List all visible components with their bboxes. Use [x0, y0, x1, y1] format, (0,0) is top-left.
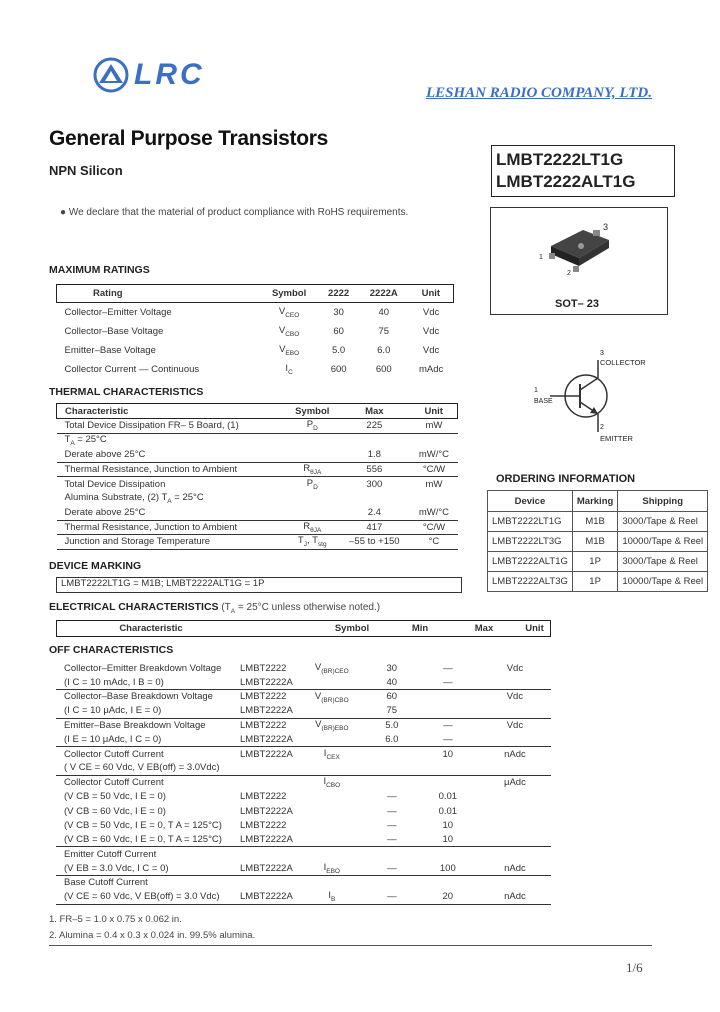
characteristic-cell: ( V CE = 60 Vdc, V EB(off) = 3.0Vdc): [64, 762, 220, 774]
max-cell: [338, 433, 410, 448]
symbol-cell: [286, 506, 338, 521]
characteristic-cell: (V EB = 3.0 Vdc, I C = 0): [64, 862, 169, 874]
col-max: Max: [365, 405, 384, 417]
unit-cell: Vdc: [506, 691, 524, 703]
ordering-heading: ORDERING INFORMATION: [496, 473, 636, 485]
max-cell: 2.4: [367, 507, 381, 518]
max-cell: 0.01: [438, 791, 458, 803]
max-cell: 556: [366, 463, 383, 475]
table-row: [56, 675, 551, 689]
part-number-1: LMBT2222LT1G: [496, 150, 624, 169]
max-ratings-heading: MAXIMUM RATINGS: [49, 264, 150, 276]
device-cell: LMBT2222: [240, 662, 287, 674]
characteristic-cell: (V CB = 60 Vdc, I E = 0, T A = 125°C): [64, 833, 222, 845]
characteristic-cell: Base Cutoff Current: [64, 877, 148, 889]
unit-cell: [479, 675, 551, 689]
base-label: BASE: [534, 398, 553, 405]
symbol-cell: $V_{(BR)EBO}$: [315, 719, 349, 733]
table-row: [57, 462, 458, 477]
min-cell: [367, 847, 417, 861]
unit-cell: [479, 761, 551, 775]
table-row: [57, 535, 458, 550]
table-row: [56, 890, 551, 904]
characteristic-cell: Alumina Substrate, (2) $T_A = 25^\circ C$: [64, 491, 204, 505]
rating-cell: Collector Current — Continuous: [64, 363, 200, 375]
device-cell: LMBT2222: [240, 791, 287, 803]
unit-cell: [479, 804, 551, 818]
unit-cell: Vdc: [422, 306, 440, 318]
max-cell: 100: [439, 862, 456, 874]
footnote-1: 1. FR–5 = 1.0 x 0.75 x 0.062 in.: [49, 914, 182, 925]
device-cell: LMBT2222: [240, 819, 287, 831]
symbol-cell: $T_J$, $T_{stg}$: [297, 535, 327, 549]
table-row: [56, 661, 551, 675]
table-row: [56, 818, 551, 832]
max-cell: [417, 775, 479, 789]
col-marking: Marking: [572, 491, 617, 512]
col-symbol: Symbol: [295, 405, 330, 417]
pin-2-label: 2: [567, 270, 571, 277]
table-row: [56, 861, 551, 875]
symbol-cell: $V_{EBO}$: [279, 343, 300, 357]
min-cell: 75: [386, 705, 398, 717]
col-max: Max: [474, 623, 494, 634]
table-row: [57, 506, 458, 521]
max-cell: 10: [442, 748, 454, 760]
page-number: 1/6: [626, 960, 643, 975]
ordering-table: [487, 490, 708, 592]
unit-cell: Vdc: [422, 344, 440, 356]
unit-cell: [410, 433, 457, 448]
value-2222-cell: 60: [333, 325, 344, 337]
unit-cell: Vdc: [422, 325, 440, 337]
device-cell: LMBT2222LT1G: [488, 512, 573, 532]
min-cell: 40: [386, 676, 398, 688]
symbol-cell: [297, 875, 367, 889]
table-row: [56, 833, 551, 847]
device-cell: LMBT2222A: [240, 862, 293, 874]
table-row: [488, 572, 708, 592]
table-row: [57, 360, 454, 379]
max-cell: 10: [442, 819, 454, 831]
rating-cell: Emitter–Base Voltage: [64, 344, 156, 356]
rating-cell: Collector–Base Voltage: [64, 325, 164, 337]
table-row: [56, 875, 551, 889]
min-cell: —: [387, 791, 397, 803]
shipping-cell: 10000/Tape & Reel: [618, 532, 708, 552]
characteristic-cell: Collector–Base Breakdown Voltage: [64, 691, 213, 703]
characteristic-cell: (I E = 10 μAdc, I C = 0): [64, 733, 162, 745]
table-row: [57, 322, 454, 341]
transistor-schematic: [530, 350, 660, 445]
table-row: [56, 718, 551, 732]
unit-cell: [479, 818, 551, 832]
symbol-cell: [286, 433, 338, 448]
symbol-cell: [297, 732, 367, 746]
marking-cell: M1B: [572, 532, 617, 552]
device-cell: LMBT2222: [240, 691, 287, 703]
unit-cell: °C/W: [422, 463, 446, 475]
emitter-label: EMITTER: [600, 434, 633, 443]
max-cell: 225: [366, 420, 383, 432]
device-cell: [236, 847, 297, 861]
col-device: Device: [488, 491, 573, 512]
characteristic-cell: (V CB = 50 Vdc, I E = 0): [64, 791, 166, 803]
max-cell: 300: [366, 478, 383, 490]
characteristic-cell: Total Device Dissipation FR– 5 Board, (1): [64, 420, 239, 432]
rohs-note: ● We declare that the material of product compliance with RoHS requirements.: [60, 207, 409, 218]
collector-pin-number: 3: [600, 350, 604, 357]
table-row: [56, 847, 551, 861]
characteristic-cell: Derate above 25°C: [64, 449, 146, 460]
max-cell: [417, 875, 479, 889]
electrical-header: [57, 621, 551, 637]
thermal-table: [56, 403, 458, 550]
device-cell: LMBT2222A: [240, 891, 293, 903]
footnote-2: 2. Alumina = 0.4 x 0.3 x 0.024 in. 99.5% alumina.: [49, 930, 256, 941]
symbol-cell: $R_{\theta JA}$: [303, 520, 322, 534]
table-row: [56, 804, 551, 818]
table-row: [57, 520, 458, 535]
symbol-cell: [297, 704, 367, 718]
marking-cell: M1B: [572, 512, 617, 532]
col-rating: Rating: [93, 288, 123, 299]
device-cell: LMBT2222A: [240, 805, 293, 817]
col-unit: Unit: [424, 405, 443, 417]
characteristic-cell: (I C = 10 mAdc, I B = 0): [64, 676, 164, 688]
device-cell: LMBT2222ALT3G: [488, 572, 573, 592]
col-unit: Unit: [421, 288, 441, 299]
unit-cell: [479, 833, 551, 847]
max-cell: –55 to +150: [349, 536, 400, 548]
col-unit: Unit: [525, 623, 544, 634]
shipping-cell: 3000/Tape & Reel: [618, 552, 708, 572]
max-cell: —: [443, 720, 453, 732]
base-pin-number: 1: [534, 387, 538, 394]
table-row: [56, 690, 551, 704]
device-cell: [236, 875, 297, 889]
table-row: [56, 761, 551, 775]
unit-cell: nAdc: [504, 891, 526, 903]
symbol-cell: [286, 448, 338, 463]
col-2222a: 2222A: [369, 288, 398, 299]
min-cell: [367, 775, 417, 789]
value-2222a-cell: 40: [378, 306, 390, 318]
shipping-cell: 3000/Tape & Reel: [618, 512, 708, 532]
table-row: [57, 303, 454, 322]
logo-text: LRC: [134, 58, 205, 91]
symbol-cell: $V_{CEO}$: [278, 305, 300, 319]
value-2222-cell: 30: [333, 306, 344, 318]
table-row: [488, 512, 708, 532]
value-2222-cell: 5.0: [332, 344, 346, 356]
symbol-cell: $V_{(BR)CBO}$: [314, 690, 349, 704]
device-cell: LMBT2222A: [240, 705, 293, 717]
col-characteristic: Characteristic: [65, 405, 129, 417]
characteristic-cell: (V CE = 60 Vdc, V EB(off) = 3.0 Vdc): [64, 891, 220, 903]
col-symbol: Symbol: [334, 623, 370, 634]
col-symbol: Symbol: [271, 288, 307, 299]
symbol-cell: $R_{\theta JA}$: [303, 462, 322, 476]
unit-cell: mW/°C: [418, 449, 450, 460]
symbol-cell: $I_{CEX}$: [323, 747, 340, 761]
symbol-cell: $I_C$: [285, 362, 293, 376]
max-cell: 417: [366, 521, 383, 533]
device-marking-box: [56, 577, 462, 593]
min-cell: 6.0: [385, 733, 399, 745]
col-characteristic: Characteristic: [119, 623, 183, 634]
table-row: [56, 747, 551, 761]
symbol-cell: [297, 833, 367, 847]
device-cell: [236, 775, 297, 789]
table-row: [56, 790, 551, 804]
table-row: [57, 448, 458, 463]
symbol-cell: $I_{CBO}$: [323, 776, 341, 790]
device-cell: LMBT2222ALT1G: [488, 552, 573, 572]
emitter-pin-number: 2: [600, 424, 604, 431]
max-ratings-header: [57, 285, 454, 303]
min-cell: [367, 875, 417, 889]
table-row: [488, 552, 708, 572]
max-cell: —: [443, 733, 453, 745]
device-cell: LMBT2222: [240, 720, 287, 732]
value-2222a-cell: 75: [378, 325, 390, 337]
characteristic-cell: Collector–Emitter Breakdown Voltage: [64, 662, 222, 674]
max-cell: [417, 847, 479, 861]
symbol-cell: [297, 847, 367, 861]
table-row: [57, 341, 454, 360]
unit-cell: °C: [428, 536, 440, 548]
unit-cell: mAdc: [418, 363, 444, 375]
characteristic-cell: Collector Cutoff Current: [64, 748, 164, 760]
pin-3-label: 3: [603, 222, 609, 232]
footer-divider: [49, 945, 652, 946]
min-cell: 30: [386, 662, 398, 674]
device-cell: LMBT2222LT3G: [488, 532, 573, 552]
table-row: [56, 704, 551, 718]
ordering-header: [488, 491, 708, 512]
min-cell: —: [387, 805, 397, 817]
unit-cell: [479, 875, 551, 889]
symbol-cell: [297, 790, 367, 804]
symbol-cell: [297, 675, 367, 689]
device-cell: LMBT2222A: [240, 833, 293, 845]
package-box: [490, 207, 668, 315]
unit-cell: [479, 704, 551, 718]
table-row: [57, 477, 458, 492]
thermal-heading: THERMAL CHARACTERISTICS: [49, 386, 204, 398]
electrical-note: ($T_A = 25^\circ C$ unless otherwise noted.): [221, 602, 381, 615]
marking-cell: 1P: [572, 552, 617, 572]
sot23-package-icon: [521, 216, 631, 278]
thermal-header: [57, 404, 458, 419]
max-cell: [417, 690, 479, 704]
device-cell: LMBT2222A: [240, 733, 293, 745]
min-cell: [367, 761, 417, 775]
table-row: [57, 433, 458, 448]
max-cell: 0.01: [438, 805, 458, 817]
value-2222a-cell: 6.0: [377, 344, 391, 356]
characteristic-cell: $T_A = 25^\circ C$: [64, 434, 107, 447]
unit-cell: [479, 790, 551, 804]
device-cell: LMBT2222A: [240, 676, 293, 688]
characteristic-cell: Junction and Storage Temperature: [64, 536, 211, 548]
max-cell: [417, 761, 479, 775]
max-cell: —: [443, 662, 453, 674]
table-row: [57, 491, 458, 506]
symbol-cell: [297, 818, 367, 832]
device-marking-text: LMBT2222LT1G = M1B; LMBT2222ALT1G = 1P: [61, 578, 265, 589]
unit-cell: [479, 847, 551, 861]
page-title: General Purpose Transistors: [49, 127, 329, 150]
unit-cell: mW: [425, 478, 443, 490]
marking-cell: 1P: [572, 572, 617, 592]
characteristic-cell: (V CB = 60 Vdc, I E = 0): [64, 805, 166, 817]
unit-cell: °C/W: [422, 521, 446, 533]
unit-cell: mW: [425, 420, 443, 432]
collector-label: COLLECTOR: [600, 358, 646, 367]
unit-cell: Vdc: [506, 662, 524, 674]
min-cell: —: [387, 833, 397, 845]
symbol-cell: $V_{CBO}$: [278, 324, 300, 338]
symbol-cell: [297, 804, 367, 818]
table-row: [56, 732, 551, 746]
unit-cell: μAdc: [503, 777, 526, 789]
unit-cell: nAdc: [504, 862, 526, 874]
max-cell: 1.8: [367, 449, 381, 460]
unit-cell: nAdc: [504, 748, 526, 760]
table-row: [488, 532, 708, 552]
symbol-cell: $I_B$: [328, 890, 336, 904]
electrical-table: [56, 620, 551, 637]
max-cell: [338, 491, 410, 506]
max-cell: 20: [442, 891, 454, 903]
electrical-heading: ELECTRICAL CHARACTERISTICS ($T_A = 25^\circ C$ unless otherwise noted.): [49, 601, 381, 615]
unit-cell: Vdc: [506, 720, 524, 732]
shipping-cell: 10000/Tape & Reel: [618, 572, 708, 592]
bullet-icon: ●: [60, 207, 67, 218]
col-shipping: Shipping: [618, 491, 708, 512]
unit-cell: [410, 491, 457, 506]
characteristic-cell: Derate above 25°C: [64, 507, 146, 518]
rating-cell: Collector–Emitter Voltage: [64, 306, 172, 318]
device-cell: LMBT2222A: [240, 748, 293, 760]
characteristic-cell: (V CB = 50 Vdc, I E = 0, T A = 125°C): [64, 819, 222, 831]
part-number-box: [491, 145, 675, 197]
table-row: [56, 775, 551, 789]
characteristic-cell: Thermal Resistance, Junction to Ambient: [64, 521, 238, 533]
min-cell: —: [387, 819, 397, 831]
lrc-logo-icon: [92, 56, 130, 94]
table-row: [57, 419, 458, 434]
characteristic-cell: Emitter Cutoff Current: [64, 848, 157, 860]
symbol-cell: $V_{(BR)CEO}$: [314, 661, 349, 675]
device-cell: [236, 761, 297, 775]
max-cell: [417, 704, 479, 718]
min-cell: —: [387, 891, 397, 903]
min-cell: [367, 747, 417, 761]
max-ratings-table: [56, 284, 454, 379]
device-marking-heading: DEVICE MARKING: [49, 560, 142, 572]
subtitle: NPN Silicon: [49, 163, 123, 178]
max-cell: —: [443, 676, 453, 688]
characteristic-cell: Total Device Dissipation: [64, 478, 166, 490]
package-label: SOT– 23: [555, 298, 600, 310]
value-2222-cell: 600: [330, 363, 347, 375]
company-name: LESHAN RADIO COMPANY, LTD.: [426, 85, 653, 101]
col-min: Min: [411, 623, 429, 634]
unit-cell: mW/°C: [418, 507, 450, 518]
min-cell: —: [387, 862, 397, 874]
symbol-cell: $P_D$: [306, 419, 318, 433]
part-number-2: LMBT2222ALT1G: [496, 172, 636, 191]
characteristic-cell: Collector Cutoff Current: [64, 777, 164, 789]
value-2222a-cell: 600: [375, 363, 392, 375]
unit-cell: [479, 732, 551, 746]
symbol-cell: [297, 761, 367, 775]
symbol-cell: [286, 491, 338, 506]
min-cell: 5.0: [385, 720, 399, 732]
symbol-cell: $I_{EBO}$: [323, 861, 340, 875]
characteristic-cell: Thermal Resistance, Junction to Ambient: [64, 463, 238, 475]
col-2222: 2222: [328, 288, 350, 299]
max-cell: 10: [442, 833, 454, 845]
min-cell: 60: [386, 691, 398, 703]
characteristic-cell: Emitter–Base Breakdown Voltage: [64, 720, 206, 732]
characteristic-cell: (I C = 10 μAdc, I E = 0): [64, 705, 162, 717]
pin-1-label: 1: [539, 254, 543, 261]
symbol-cell: $P_D$: [306, 477, 318, 491]
off-characteristics-heading: OFF CHARACTERISTICS: [49, 644, 174, 656]
off-characteristics-table: [56, 661, 551, 905]
